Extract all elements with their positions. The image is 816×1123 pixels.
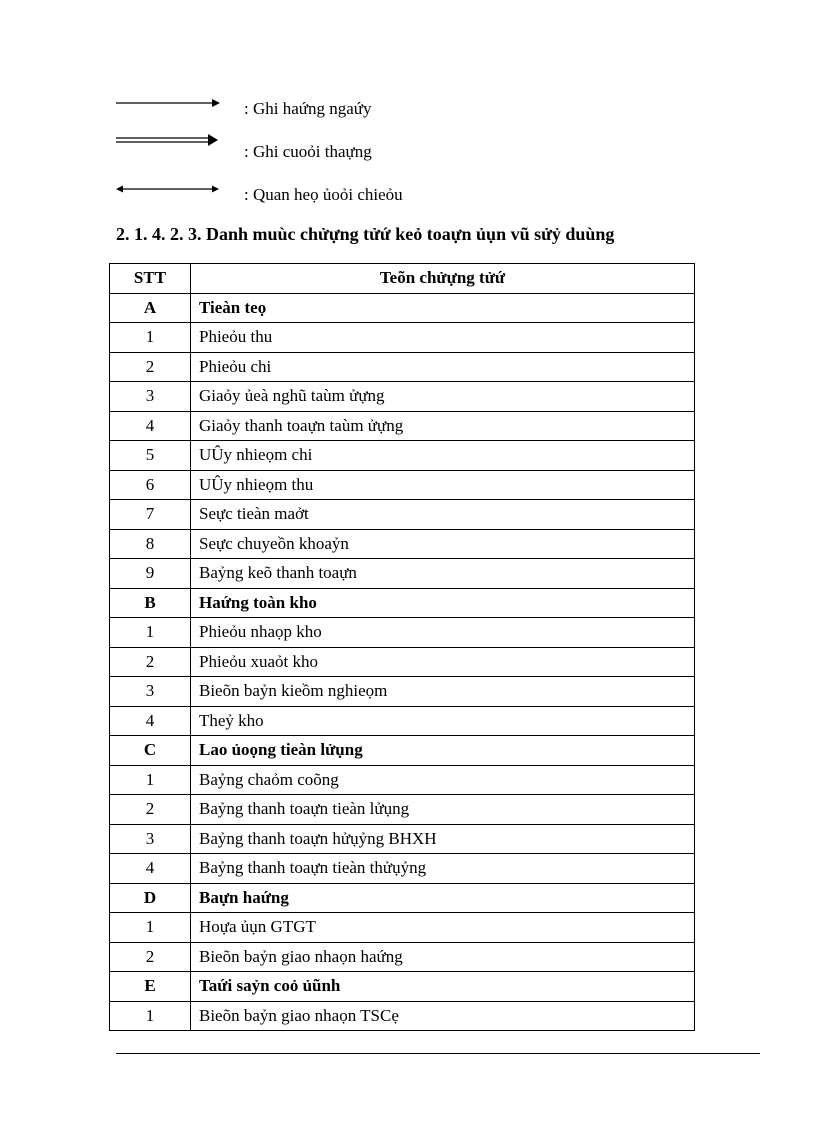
legend-row-reconcile xyxy=(116,178,616,202)
table-row xyxy=(110,765,695,795)
table-row xyxy=(110,618,695,648)
cell-stt: 7 xyxy=(110,500,191,530)
table-row xyxy=(110,352,695,382)
cell-stt: 1 xyxy=(110,1001,191,1031)
cell-stt: 3 xyxy=(110,382,191,412)
table-row xyxy=(110,677,695,707)
cell-stt: 1 xyxy=(110,618,191,648)
table-row xyxy=(110,795,695,825)
header-document-name: Teõn chửựng tửứ xyxy=(191,264,695,294)
cell-stt: 3 xyxy=(110,677,191,707)
cell-stt: 2 xyxy=(110,647,191,677)
cell-stt: D xyxy=(110,883,191,913)
table-group-row xyxy=(110,736,695,766)
table-row xyxy=(110,913,695,943)
table-body xyxy=(110,293,695,1031)
legend-text-reconcile: : Quan heọ ủoỏi chieỏu xyxy=(244,185,403,204)
cell-stt: 4 xyxy=(110,411,191,441)
cell-stt: 6 xyxy=(110,470,191,500)
legend-row-daily xyxy=(116,93,616,117)
bidirectional-arrow-icon xyxy=(116,178,220,202)
legend-row-monthly xyxy=(116,132,616,161)
cell-document-name: Baỷng thanh toaựn hửụỷng BHXH xyxy=(191,824,695,854)
legend-text-daily: : Ghi haứng ngaứy xyxy=(244,99,372,118)
legend-text-monthly: : Ghi cuoỏi thaựng xyxy=(244,142,372,161)
cell-document-name: Baỷng thanh toaựn tieàn lửụng xyxy=(191,795,695,825)
cell-stt: 5 xyxy=(110,441,191,471)
cell-document-name: Lao ủoọng tieàn lửụng xyxy=(191,736,695,766)
cell-stt: 9 xyxy=(110,559,191,589)
cell-stt: 2 xyxy=(110,795,191,825)
cell-stt: E xyxy=(110,972,191,1002)
table-group-row xyxy=(110,972,695,1002)
cell-document-name: Phieỏu xuaỏt kho xyxy=(191,647,695,677)
table-row xyxy=(110,411,695,441)
single-arrow-icon xyxy=(116,93,220,117)
table-group-row xyxy=(110,293,695,323)
footer-divider xyxy=(116,1053,760,1054)
table-row xyxy=(110,500,695,530)
table-row xyxy=(110,854,695,884)
cell-stt: 4 xyxy=(110,854,191,884)
cell-stt: 1 xyxy=(110,323,191,353)
header-stt: STT xyxy=(110,264,191,294)
double-arrow-icon xyxy=(116,132,220,156)
cell-document-name: Bieõn baỷn kieồm nghieọm xyxy=(191,677,695,707)
cell-document-name: Baựn haứng xyxy=(191,883,695,913)
table-row xyxy=(110,942,695,972)
cell-document-name: Theỷ kho xyxy=(191,706,695,736)
cell-document-name: Phieỏu thu xyxy=(191,323,695,353)
cell-stt: 1 xyxy=(110,765,191,795)
cell-document-name: Hoựa ủụn GTGT xyxy=(191,913,695,943)
table-row xyxy=(110,441,695,471)
cell-stt: 8 xyxy=(110,529,191,559)
cell-stt: 4 xyxy=(110,706,191,736)
cell-document-name: UÛy nhieọm thu xyxy=(191,470,695,500)
section-heading: 2. 1. 4. 2. 3. Danh muùc chửựng tửứ keỏ toaựn ủụn vũ sửỷ duùng xyxy=(116,224,615,244)
cell-document-name: Baỷng chaỏm coõng xyxy=(191,765,695,795)
table-row xyxy=(110,824,695,854)
table-row xyxy=(110,1001,695,1031)
cell-document-name: Taứi saỷn coỏ ủũnh xyxy=(191,972,695,1002)
table-row xyxy=(110,470,695,500)
table-header-row xyxy=(110,264,695,294)
table-row xyxy=(110,559,695,589)
table-row xyxy=(110,323,695,353)
table-group-row xyxy=(110,883,695,913)
cell-document-name: Bieõn baỷn giao nhaọn haứng xyxy=(191,942,695,972)
table-row xyxy=(110,382,695,412)
cell-stt: C xyxy=(110,736,191,766)
table-row xyxy=(110,529,695,559)
table-row xyxy=(110,706,695,736)
cell-stt: 2 xyxy=(110,352,191,382)
table-group-row xyxy=(110,588,695,618)
cell-document-name: Giaỏy thanh toaựn taùm ửựng xyxy=(191,411,695,441)
cell-document-name: Phieỏu chi xyxy=(191,352,695,382)
cell-document-name: Baỷng thanh toaựn tieàn thửụỷng xyxy=(191,854,695,884)
table-row xyxy=(110,647,695,677)
cell-document-name: UÛy nhieọm chi xyxy=(191,441,695,471)
cell-document-name: Bieõn baỷn giao nhaọn TSCẹ xyxy=(191,1001,695,1031)
cell-stt: A xyxy=(110,293,191,323)
cell-stt: B xyxy=(110,588,191,618)
cell-document-name: Seực tieàn maởt xyxy=(191,500,695,530)
cell-document-name: Phieỏu nhaọp kho xyxy=(191,618,695,648)
document-list-table xyxy=(109,263,695,1031)
cell-stt: 1 xyxy=(110,913,191,943)
cell-document-name: Giaỏy ủeà nghũ taùm ửựng xyxy=(191,382,695,412)
cell-document-name: Seực chuyeồn khoaỷn xyxy=(191,529,695,559)
cell-document-name: Haứng toàn kho xyxy=(191,588,695,618)
cell-stt: 3 xyxy=(110,824,191,854)
cell-document-name: Baỷng keõ thanh toaựn xyxy=(191,559,695,589)
cell-document-name: Tieàn teọ xyxy=(191,293,695,323)
cell-stt: 2 xyxy=(110,942,191,972)
